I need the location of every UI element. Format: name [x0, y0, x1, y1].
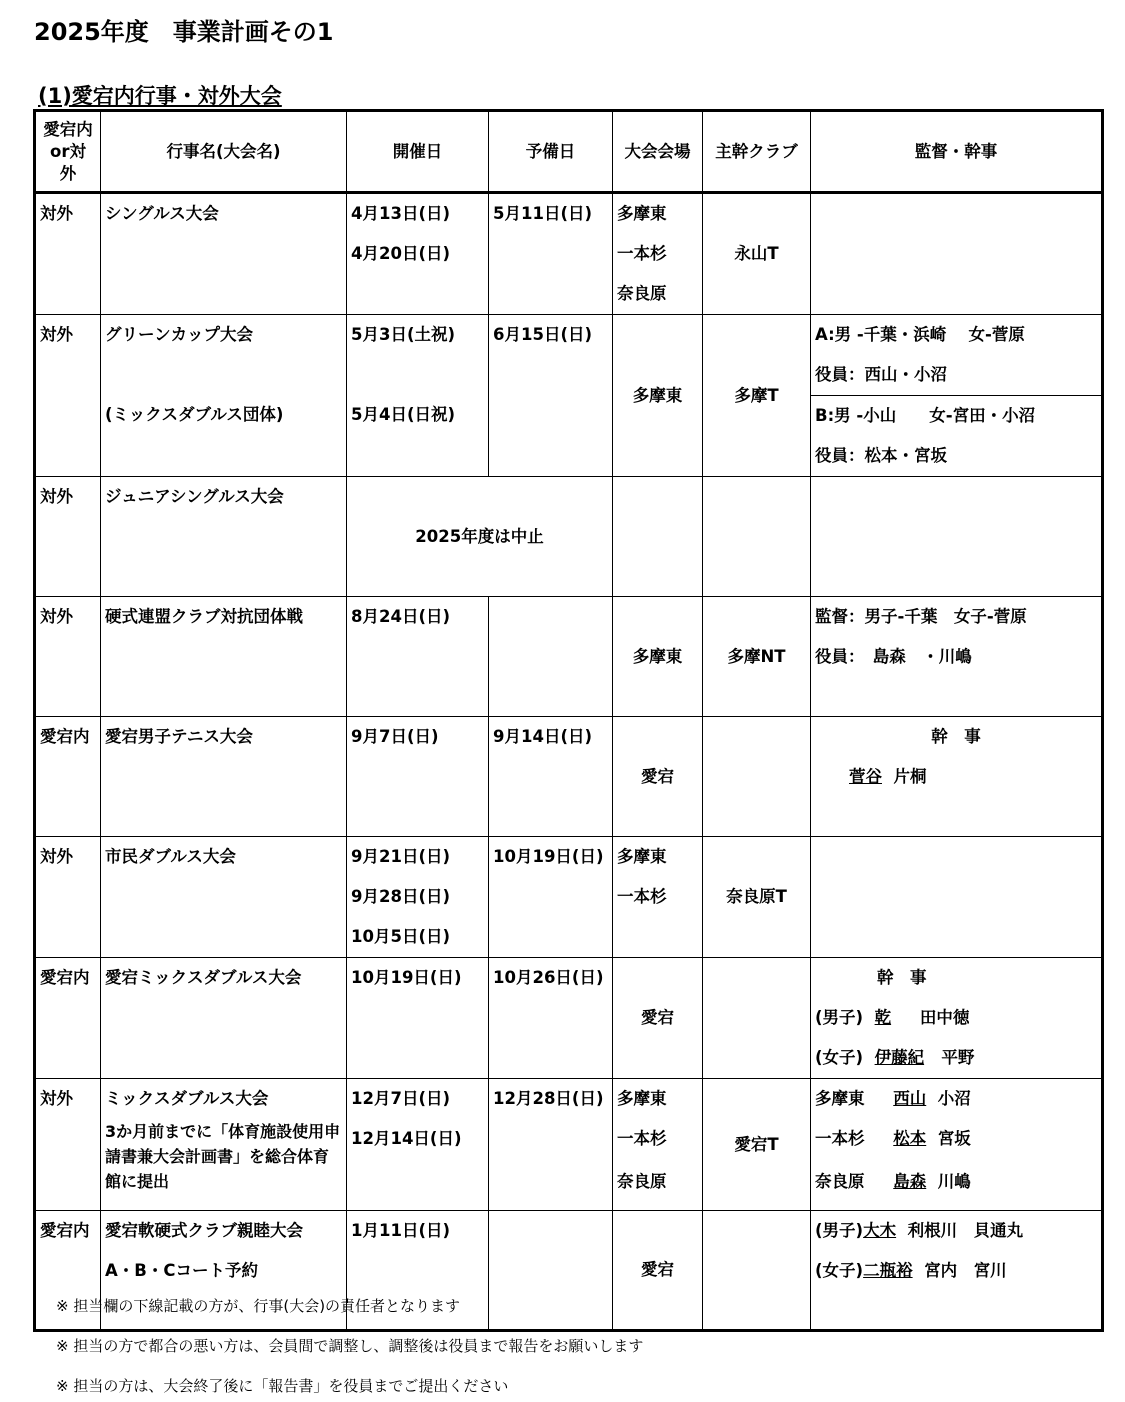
cell-staff [811, 837, 1103, 958]
cell-staff: A:男 -千葉・浜崎 女-菅原 役員：西山・小沼 B:男 -小山 女-宮田・小沼 役員：松本・宮坂 [811, 315, 1103, 477]
cell-date: 12月7日(日) 12月14日(日) [347, 1079, 489, 1211]
cell-staff: 多摩東 西山 小沼 一本杉 松本 宮坂 奈良原 島森 川嶋 [811, 1079, 1103, 1211]
header-reserve: 予備日 [489, 111, 613, 193]
cell-name: ミックスダブルス大会 3か月前までに「体育施設使用申請書兼大会計画書」を総合体育館に提出 [101, 1079, 347, 1211]
cell-name: 愛宕軟硬式クラブ親睦大会 A・B・Cコート予約 [101, 1211, 347, 1331]
cell-club: 永山T [703, 193, 811, 315]
cell-type: 対外 [35, 315, 101, 477]
cell-reserve: 9月14日(日) [489, 717, 613, 837]
cell-venue: 多摩東 一本杉 [613, 837, 703, 958]
cell-staff [811, 193, 1103, 315]
cell-club: 奈良原T [703, 837, 811, 958]
cell-date: 9月21日(日) 9月28日(日) 10月5日(日) [347, 837, 489, 958]
cell-name: 市民ダブルス大会 [101, 837, 347, 958]
cell-club: 多摩T [703, 315, 811, 477]
cell-date: 4月13日(日) 4月20日(日) [347, 193, 489, 315]
cell-type: 対外 [35, 837, 101, 958]
cell-club: 愛宕T [703, 1079, 811, 1211]
cell-type: 対外 [35, 477, 101, 597]
cell-venue: 多摩東 [613, 315, 703, 477]
cell-venue [613, 477, 703, 597]
cell-name: 愛宕男子テニス大会 [101, 717, 347, 837]
cell-date: 1月11日(日) [347, 1211, 489, 1331]
page-title: 2025年度 事業計画その1 [34, 18, 334, 46]
cell-date: 10月19日(日) [347, 958, 489, 1079]
cell-reserve: 10月19日(日) [489, 837, 613, 958]
table-row [35, 597, 1103, 717]
cell-type: 愛宕内 [35, 1211, 101, 1331]
table-row [35, 1079, 1103, 1211]
cell-staff: 幹 事 (男子) 乾 田中徳 (女子) 伊藤紀 平野 [811, 958, 1103, 1079]
cancel-note: 2025年度は中止 [347, 477, 613, 597]
section-heading: (1)愛宕内行事・対外大会 [38, 84, 282, 108]
cell-staff: 幹 事 菅谷 片桐 [811, 717, 1103, 837]
cell-reserve: 6月15日(日) [489, 315, 613, 477]
cell-type: 対外 [35, 597, 101, 717]
cell-date: 8月24日(日) [347, 597, 489, 717]
cell-club: 多摩NT [703, 597, 811, 717]
cell-type: 愛宕内 [35, 717, 101, 837]
table-row [35, 315, 1103, 477]
cell-date: 5月3日(土祝) 5月4日(日祝) [347, 315, 489, 477]
table-row [35, 837, 1103, 958]
cell-reserve [489, 597, 613, 717]
cell-club [703, 717, 811, 837]
cell-venue: 愛宕 [613, 958, 703, 1079]
cell-staff: 監督：男子-千葉 女子-菅原 役員： 島森 ・川嶋 [811, 597, 1103, 717]
application-note: 3か月前までに「体育施設使用申請書兼大会計画書」を総合体育館に提出 [105, 1122, 341, 1191]
table-row [35, 193, 1103, 315]
note-schedule-conflict: ※ 担当の方で都合の悪い方は、会員間で調整し、調整後は役員まで報告をお願いします [56, 1337, 644, 1355]
cell-venue: 多摩東 一本杉 奈良原 [613, 1079, 703, 1211]
cell-reserve: 12月28日(日) [489, 1079, 613, 1211]
cell-reserve [489, 1211, 613, 1331]
note-responsible: ※ 担当欄の下線記載の方が、行事(大会)の責任者となります [56, 1297, 461, 1315]
cell-venue: 愛宕 [613, 1211, 703, 1331]
header-date: 開催日 [347, 111, 489, 193]
event-plan-table [33, 109, 1104, 1332]
cell-club [703, 958, 811, 1079]
cell-reserve: 10月26日(日) [489, 958, 613, 1079]
table-row [35, 717, 1103, 837]
header-venue: 大会会場 [613, 111, 703, 193]
cell-club [703, 1211, 811, 1331]
cell-date: 9月7日(日) [347, 717, 489, 837]
cell-type: 愛宕内 [35, 958, 101, 1079]
note-report: ※ 担当の方は、大会終了後に「報告書」を役員までご提出ください [56, 1377, 509, 1395]
cell-club [703, 477, 811, 597]
cell-staff: (男子)大木 利根川 貝通丸 (女子)二瓶裕 宮内 宮川 [811, 1211, 1103, 1331]
cell-name: 硬式連盟クラブ対抗団体戦 [101, 597, 347, 717]
cell-name: シングルス大会 [101, 193, 347, 315]
cell-name: グリーンカップ大会 (ミックスダブルス団体) [101, 315, 347, 477]
cell-staff [811, 477, 1103, 597]
cell-venue: 多摩東 一本杉 奈良原 [613, 193, 703, 315]
header-type: 愛宕内 or対 外 [35, 111, 101, 193]
cell-type: 対外 [35, 1079, 101, 1211]
cell-reserve: 5月11日(日) [489, 193, 613, 315]
header-name: 行事名(大会名) [101, 111, 347, 193]
cell-name: 愛宕ミックスダブルス大会 [101, 958, 347, 1079]
table-header-row [35, 111, 1103, 193]
table-row [35, 477, 1103, 597]
table-row [35, 958, 1103, 1079]
header-club: 主幹クラブ [703, 111, 811, 193]
cell-type: 対外 [35, 193, 101, 315]
cell-name: ジュニアシングルス大会 [101, 477, 347, 597]
cell-venue: 多摩東 [613, 597, 703, 717]
cell-venue: 愛宕 [613, 717, 703, 837]
header-staff: 監督・幹事 [811, 111, 1103, 193]
